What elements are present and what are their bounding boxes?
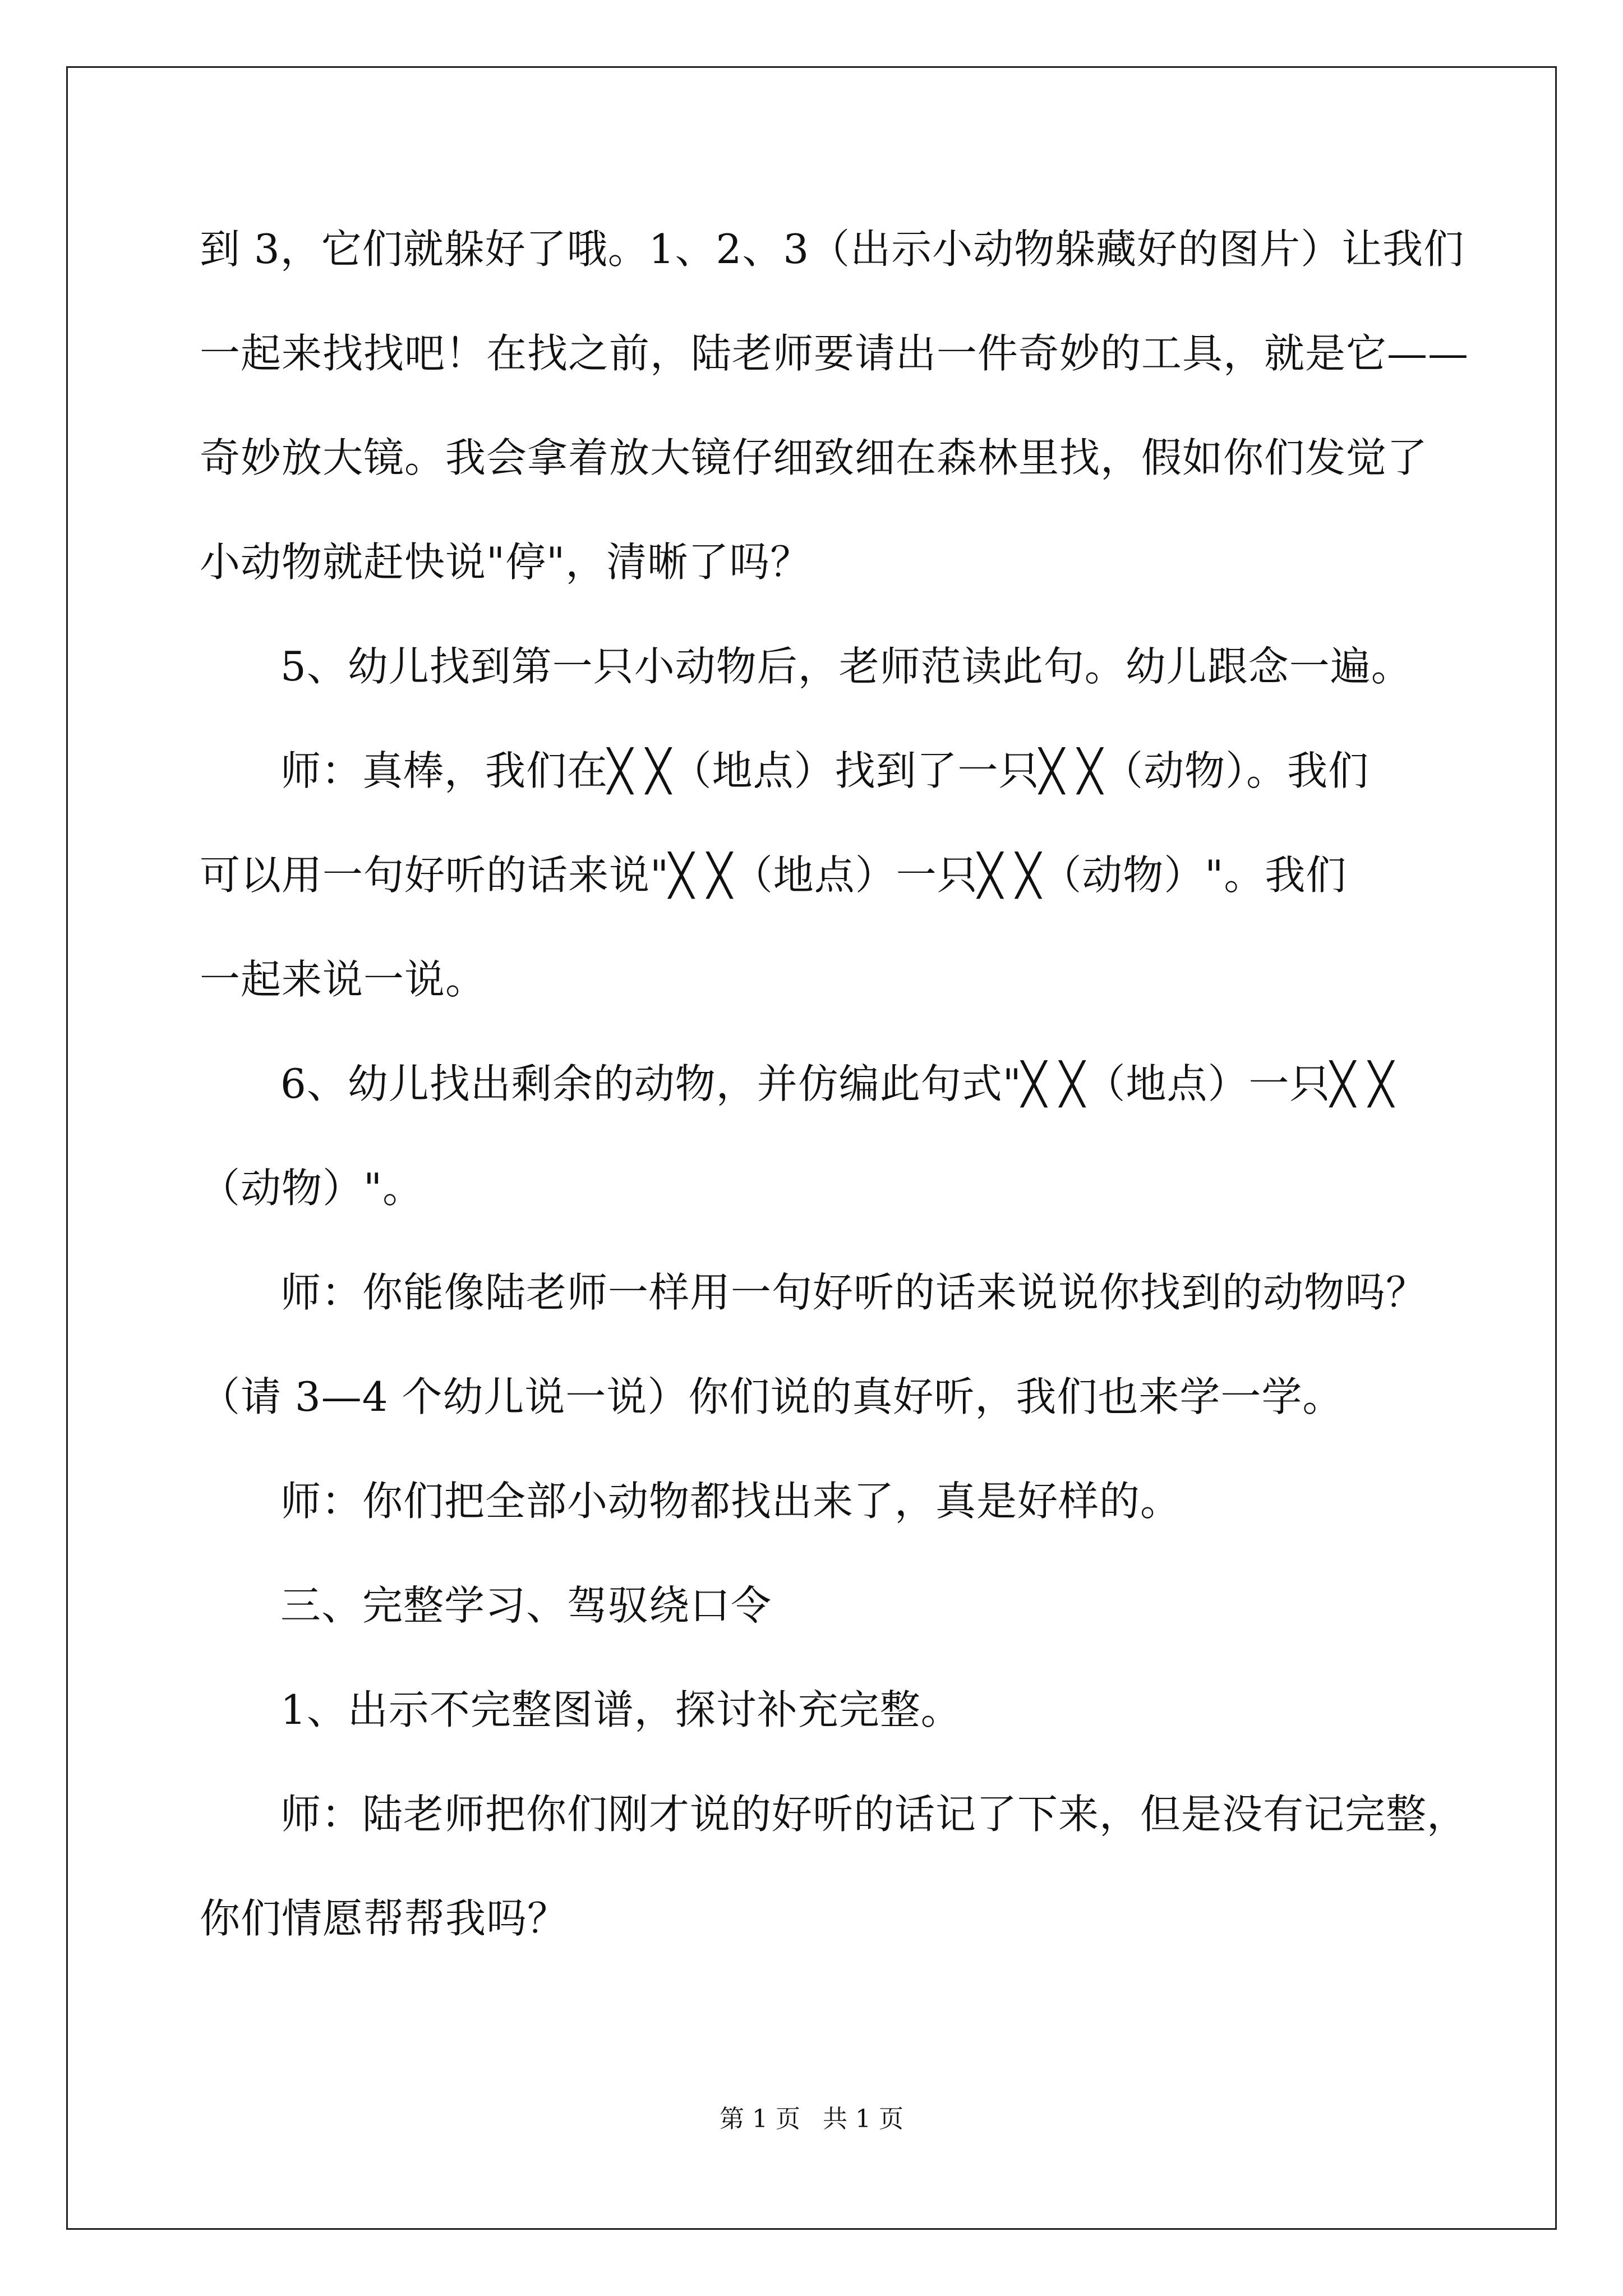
- text-line: 一起来找找吧！在找之前，陆老师要请出一件奇妙的工具，就是它——: [200, 330, 1469, 377]
- text-line: （动物）"。: [200, 1165, 424, 1212]
- text-line: 可以用一句好听的话来说"╳ ╳（地点）一只╳ ╳（动物）"。我们: [200, 852, 1347, 899]
- text-line: 5、幼儿找到第一只小动物后，老师范读此句。幼儿跟念一遍。: [280, 643, 1412, 690]
- text-line: 到 3，它们就躲好了哦。1、2、3（出示小动物躲藏好的图片）让我们: [200, 226, 1465, 273]
- text-line: 小动物就赶快说"停"，清晰了吗？: [200, 539, 811, 586]
- text-line: 你们情愿帮帮我吗？: [200, 1895, 569, 1942]
- text-line: 一起来说一说。: [200, 956, 487, 1003]
- section-heading: 三、完整学习、驾驭绕口令: [280, 1582, 772, 1629]
- page-total: 共 1 页: [823, 2105, 903, 2133]
- text-line: （请 3—4 个幼儿说一说）你们说的真好听，我们也来学一学。: [200, 1373, 1344, 1420]
- page-footer: [0, 2102, 1623, 2136]
- text-line: 师：你能像陆老师一样用一句好听的话来说说你找到的动物吗？: [280, 1269, 1427, 1316]
- text-line: 师：陆老师把你们刚才说的好听的话记了下来，但是没有记完整，: [280, 1791, 1468, 1838]
- page-number: 第 1 页: [720, 2105, 800, 2133]
- text-line: 师：真棒，我们在╳ ╳（地点）找到了一只╳ ╳（动物）。我们: [280, 747, 1370, 794]
- text-line: 6、幼儿找出剩余的动物，并仿编此句式"╳ ╳（地点）一只╳ ╳: [280, 1060, 1394, 1107]
- text-line: 师：你们把全部小动物都找出来了，真是好样的。: [280, 1478, 1182, 1525]
- text-line: 奇妙放大镜。我会拿着放大镜仔细致细在森林里找，假如你们发觉了: [200, 434, 1428, 481]
- text-line: 1、出示不完整图谱，探讨补充完整。: [280, 1686, 962, 1733]
